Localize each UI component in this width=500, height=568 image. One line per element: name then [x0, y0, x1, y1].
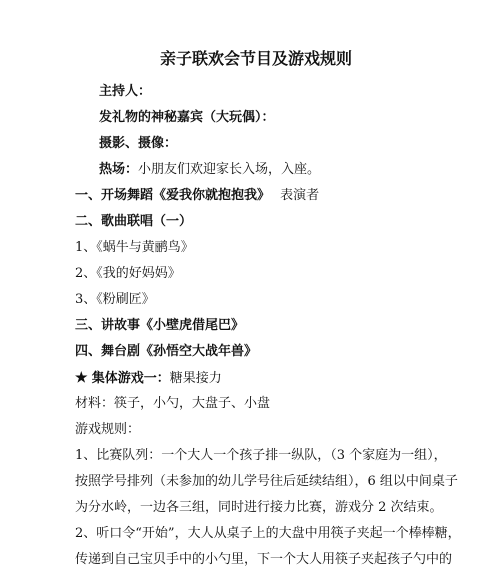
program-item-2: 二、歌曲联唱（一）	[75, 214, 193, 229]
program-item-1-performer: 表演者	[280, 188, 320, 203]
program-item-1-title: 一、开场舞蹈《爱我你就抱抱我》	[75, 188, 271, 203]
song-item-3: 3、《粉刷匠》	[75, 292, 155, 307]
rule-1-line-2: 按照学号排列（未参加的幼儿学号往后延续结组），6 组以中间桌子	[75, 474, 458, 489]
program-item-4: 四、舞台剧《孙悟空大战年兽》	[75, 344, 258, 359]
warmup-text: 小朋友们欢迎家长入场，入座。	[138, 162, 321, 177]
star-icon: ★	[75, 370, 88, 386]
rule-1-line-3: 为分水岭，一边各三组，同时进行接力比赛，游戏分 2 次结束。	[75, 500, 443, 515]
document-title: 亲子联欢会节目及游戏规则	[160, 49, 353, 68]
gift-guest-label: 发礼物的神秘嘉宾（大玩偶）：	[99, 110, 275, 125]
song-item-2: 2、《我的好妈妈》	[75, 266, 181, 281]
program-item-3: 三、讲故事《小壁虎借尾巴》	[75, 318, 245, 333]
host-label: 主持人：	[99, 84, 152, 99]
group-game-1	[75, 370, 222, 387]
rule-1-line-1: 1、比赛队列：一个大人一个孩子排一纵队，（3 个家庭为一组），	[75, 448, 447, 463]
program-item-1	[75, 188, 319, 204]
rules-heading: 游戏规则：	[75, 422, 141, 437]
rule-2-line-1: 2、听口令“开始”，大人从桌子上的大盘中用筷子夹起一个棒棒糖，	[75, 526, 461, 541]
warmup-label: 热场：	[99, 162, 139, 177]
song-item-1: 1、《蜗牛与黄鹂鸟》	[75, 240, 194, 255]
photo-label: 摄影、摄像：	[99, 136, 178, 151]
materials-line: 材料：筷子，小勺，大盘子、小盘	[75, 396, 271, 411]
warmup-line	[99, 162, 320, 178]
rule-2-line-2: 传递到自己宝贝手中的小勺里，下一个大人用筷子夹起孩子勺中的	[75, 552, 453, 567]
group-game-name: 糖果接力	[169, 371, 222, 386]
group-game-label: 集体游戏一：	[91, 371, 170, 386]
